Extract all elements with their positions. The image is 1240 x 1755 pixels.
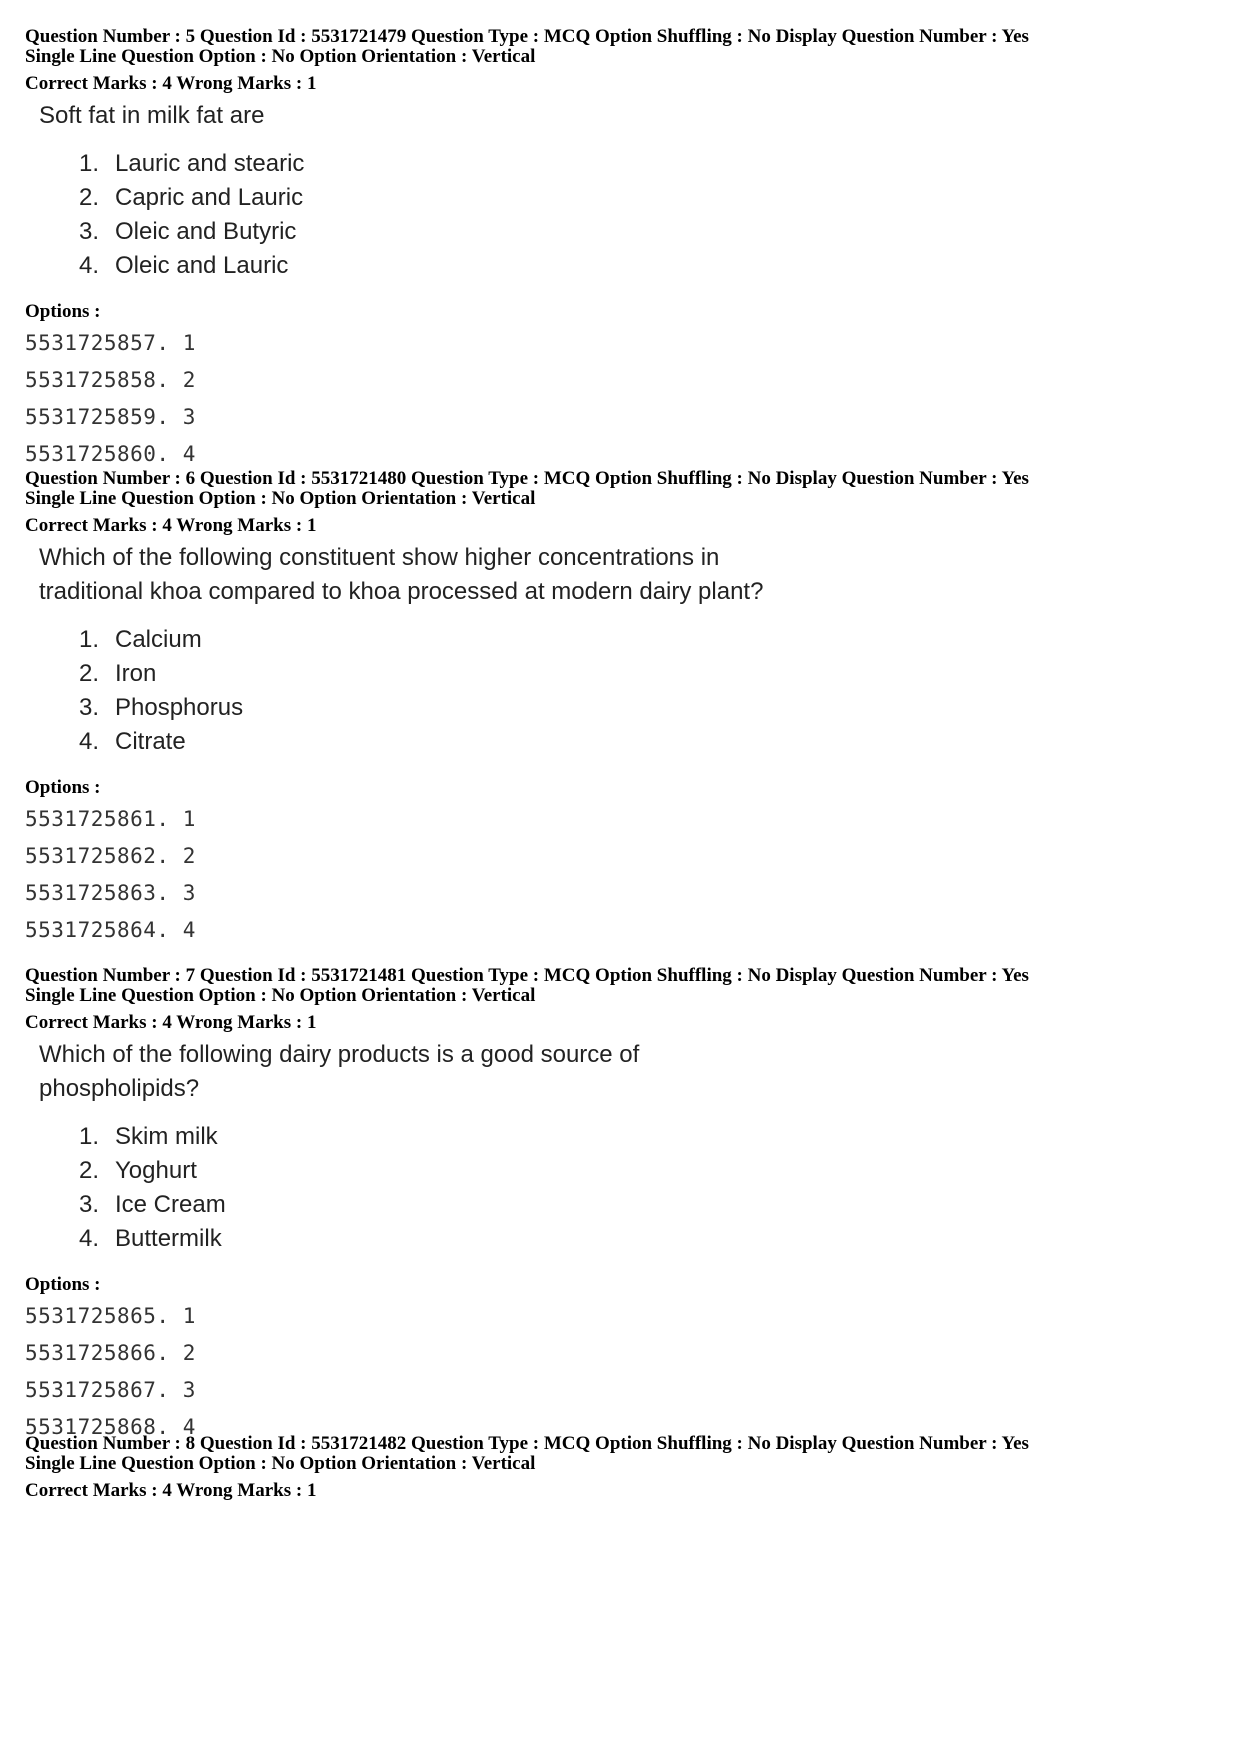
question-image xyxy=(39,541,1225,759)
choice-number: 4. xyxy=(79,1225,100,1252)
option-id-list xyxy=(25,325,1225,473)
choice-number: 1. xyxy=(79,150,100,177)
choice-text: Iron xyxy=(115,660,157,687)
option-id-item: 5531725862. 2 xyxy=(25,844,196,868)
option-id-item: 5531725864. 4 xyxy=(25,918,196,942)
choice-number: 3. xyxy=(79,1191,100,1218)
choice-item xyxy=(39,1120,1225,1154)
option-id-item: 5531725860. 4 xyxy=(25,442,196,466)
choice-text: Oleic and Lauric xyxy=(115,252,289,279)
question-6 xyxy=(25,469,1225,949)
question-meta-line-1: Question Number : 5 Question Id : 5531721479 Question Type : MCQ Option Shuffling : No Display Question Number : Yes xyxy=(25,26,1029,47)
choice-item xyxy=(39,725,1225,759)
choice-number: 1. xyxy=(79,1123,100,1150)
choice-number: 2. xyxy=(79,184,100,211)
choice-text: Lauric and stearic xyxy=(115,150,305,177)
options-label: Options : xyxy=(25,1274,101,1295)
choice-text: Citrate xyxy=(115,728,186,755)
question-meta-line-2: Single Line Question Option : No Option Orientation : Vertical xyxy=(25,46,536,67)
option-id-item: 5531725866. 2 xyxy=(25,1341,196,1365)
choice-text: Ice Cream xyxy=(115,1191,226,1218)
question-text: Soft fat in milk fat are xyxy=(39,102,265,129)
question-marks-line: Correct Marks : 4 Wrong Marks : 1 xyxy=(25,1480,317,1501)
choice-item xyxy=(39,181,1225,215)
choice-text: Skim milk xyxy=(115,1123,218,1150)
option-id-item: 5531725857. 1 xyxy=(25,331,196,355)
question-text: Which of the following dairy products is a good source of phospholipids? xyxy=(39,1041,640,1102)
choice-item xyxy=(39,623,1225,657)
choice-number: 2. xyxy=(79,660,100,687)
question-image xyxy=(39,99,1225,283)
question-marks-line: Correct Marks : 4 Wrong Marks : 1 xyxy=(25,515,317,536)
question-meta-line-1: Question Number : 6 Question Id : 5531721480 Question Type : MCQ Option Shuffling : No Display Question Number : Yes xyxy=(25,468,1029,489)
choice-item xyxy=(39,657,1225,691)
choice-list xyxy=(39,1120,1225,1256)
question-7 xyxy=(25,966,1225,1446)
choice-number: 3. xyxy=(79,694,100,721)
choice-number: 1. xyxy=(79,626,100,653)
choice-text: Oleic and Butyric xyxy=(115,218,297,245)
choice-text: Calcium xyxy=(115,626,202,653)
question-meta-line-1: Question Number : 7 Question Id : 5531721481 Question Type : MCQ Option Shuffling : No Display Question Number : Yes xyxy=(25,965,1029,986)
option-id-item: 5531725861. 1 xyxy=(25,807,196,831)
option-id-item: 5531725868. 4 xyxy=(25,1415,196,1439)
question-8 xyxy=(25,1434,1225,1502)
question-marks-line: Correct Marks : 4 Wrong Marks : 1 xyxy=(25,73,317,94)
choice-number: 4. xyxy=(79,728,100,755)
option-id-item: 5531725865. 1 xyxy=(25,1304,196,1328)
choice-item xyxy=(39,1188,1225,1222)
choice-text: Phosphorus xyxy=(115,694,244,721)
choice-number: 2. xyxy=(79,1157,100,1184)
question-meta-line-2: Single Line Question Option : No Option Orientation : Vertical xyxy=(25,985,536,1006)
option-id-item: 5531725859. 3 xyxy=(25,405,196,429)
option-id-list xyxy=(25,801,1225,949)
question-text: Which of the following constituent show higher concentrations in traditional khoa compared to khoa processed at modern dairy plant? xyxy=(39,544,764,605)
option-id-list xyxy=(25,1298,1225,1446)
option-id-item: 5531725867. 3 xyxy=(25,1378,196,1402)
question-image xyxy=(39,1038,1225,1256)
choice-number: 3. xyxy=(79,218,100,245)
choice-item xyxy=(39,147,1225,181)
choice-list xyxy=(39,147,1225,283)
choice-item xyxy=(39,691,1225,725)
choice-item xyxy=(39,1222,1225,1256)
options-label: Options : xyxy=(25,301,101,322)
options-label: Options : xyxy=(25,777,101,798)
question-5 xyxy=(25,27,1225,473)
question-marks-line: Correct Marks : 4 Wrong Marks : 1 xyxy=(25,1012,317,1033)
choice-item xyxy=(39,249,1225,283)
choice-list xyxy=(39,623,1225,759)
choice-item xyxy=(39,1154,1225,1188)
choice-text: Yoghurt xyxy=(115,1157,197,1184)
choice-text: Capric and Lauric xyxy=(115,184,304,211)
question-meta-line-2: Single Line Question Option : No Option Orientation : Vertical xyxy=(25,1453,536,1474)
choice-text: Buttermilk xyxy=(115,1225,222,1252)
choice-number: 4. xyxy=(79,252,100,279)
question-meta-line-2: Single Line Question Option : No Option Orientation : Vertical xyxy=(25,488,536,509)
question-meta-line-1: Question Number : 8 Question Id : 5531721482 Question Type : MCQ Option Shuffling : No Display Question Number : Yes xyxy=(25,1433,1029,1454)
option-id-item: 5531725863. 3 xyxy=(25,881,196,905)
choice-item xyxy=(39,215,1225,249)
option-id-item: 5531725858. 2 xyxy=(25,368,196,392)
